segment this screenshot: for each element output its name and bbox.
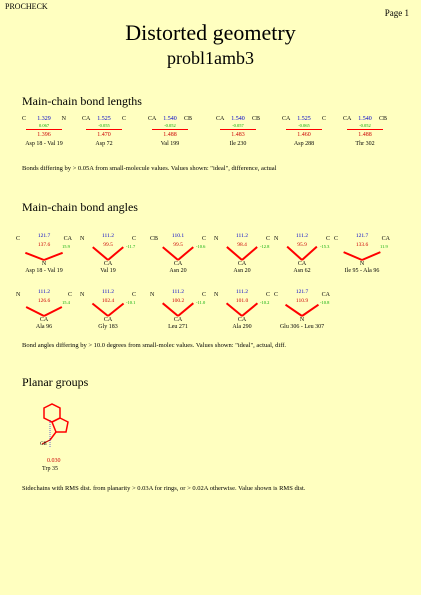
actual-value: 1.483 bbox=[231, 132, 245, 138]
atom-label: N bbox=[150, 292, 155, 298]
atom-label: N bbox=[214, 292, 219, 298]
atom-label: CA bbox=[103, 261, 113, 267]
residue-label: Asp 18 - Val 19 bbox=[25, 268, 63, 274]
actual-value: 137.6 bbox=[37, 242, 51, 248]
atom-label: N bbox=[61, 116, 66, 122]
bond-angle-item bbox=[82, 284, 134, 336]
atom-label: C bbox=[22, 116, 27, 122]
bond-line bbox=[152, 129, 188, 130]
atom-label: CA bbox=[321, 292, 330, 298]
residue-label: Gly 183 bbox=[98, 324, 118, 330]
actual-value: 102.4 bbox=[101, 298, 115, 304]
right-bond bbox=[178, 303, 193, 316]
actual-value: 133.6 bbox=[355, 242, 369, 248]
right-bond bbox=[302, 305, 318, 316]
left-bond bbox=[92, 303, 108, 316]
bond-length-item bbox=[280, 112, 328, 152]
page-title: Distorted geometry bbox=[125, 20, 296, 45]
residue-label: Val 19 bbox=[100, 268, 116, 274]
residue-label: Leu 271 bbox=[168, 324, 188, 330]
diff-value: 11.9 bbox=[380, 244, 388, 249]
right-bond bbox=[108, 303, 124, 316]
page-number: Page 1 bbox=[384, 8, 409, 18]
actual-value: 100.2 bbox=[171, 298, 185, 304]
bond-angle-item bbox=[276, 284, 328, 336]
bond-angles-note: Bond angles differing by > 10.0 degrees from small-molec values. Values shown: "ideal", actual, diff. bbox=[22, 342, 287, 349]
bond-angle-item bbox=[18, 284, 70, 336]
atom-label: C bbox=[131, 236, 136, 242]
residue-label: Ile 230 bbox=[229, 141, 247, 147]
bond-line bbox=[286, 129, 322, 130]
actual-value: 1.396 bbox=[37, 132, 51, 138]
atom-label: C bbox=[121, 116, 126, 122]
atom-label: N bbox=[274, 236, 279, 242]
diff-value: -10.2 bbox=[260, 300, 270, 305]
bond-angle-item bbox=[152, 284, 204, 336]
right-bond bbox=[178, 247, 193, 260]
atom-label: C bbox=[334, 236, 339, 242]
atom-label: CA bbox=[216, 116, 225, 122]
planar-groups-heading: Planar groups bbox=[22, 375, 89, 389]
atom-label: C bbox=[201, 292, 206, 298]
bond-angles-heading: Main-chain bond angles bbox=[22, 200, 138, 214]
ideal-value: 121.7 bbox=[355, 233, 369, 239]
diff-value: -0.057 bbox=[232, 123, 244, 128]
residue-label: Glu 306 - Leu 307 bbox=[279, 324, 325, 330]
atom-label: N bbox=[299, 317, 305, 323]
right-bond bbox=[242, 303, 257, 316]
diff-value: -15.3 bbox=[320, 244, 330, 249]
ideal-value: 1.329 bbox=[37, 116, 51, 122]
atom-label: CA bbox=[173, 261, 183, 267]
ideal-value: 111.2 bbox=[236, 233, 248, 239]
right-bond bbox=[362, 252, 380, 260]
residue-label: Asn 62 bbox=[293, 268, 311, 274]
left-bond bbox=[163, 303, 178, 316]
atom-label: C bbox=[67, 292, 72, 298]
residue-label: Asn 20 bbox=[233, 268, 251, 274]
residue-label: Thr 302 bbox=[355, 141, 375, 147]
page-subtitle: probl1amb3 bbox=[167, 48, 254, 68]
residue-label: Ala 96 bbox=[35, 324, 53, 330]
diff-value: 15.4 bbox=[62, 300, 70, 305]
actual-value: 126.6 bbox=[37, 298, 51, 304]
diff-value: 0.067 bbox=[38, 123, 50, 128]
atom-label: CB bbox=[40, 442, 47, 447]
actual-value: 99.5 bbox=[103, 242, 113, 248]
residue-label: Val 199 bbox=[160, 141, 180, 147]
atom-label: N bbox=[80, 236, 85, 242]
atom-label: CA bbox=[237, 317, 247, 323]
atom-label: CA bbox=[297, 261, 307, 267]
bond-length-item bbox=[341, 112, 389, 152]
residue-label: Asp 288 bbox=[293, 141, 315, 147]
actual-value: 110.9 bbox=[295, 298, 309, 304]
bond-angles-panel bbox=[0, 228, 421, 338]
residue-label: Asn 20 bbox=[169, 268, 187, 274]
ideal-value: 121.7 bbox=[37, 233, 51, 239]
diff-value: -0.052 bbox=[164, 123, 176, 128]
diff-value: -0.052 bbox=[359, 123, 371, 128]
residue-label: Ala 290 bbox=[232, 324, 252, 330]
atom-label: N bbox=[16, 292, 21, 298]
atom-label: CA bbox=[381, 236, 390, 242]
actual-value: 1.488 bbox=[163, 132, 177, 138]
residue-label: Asp 72 bbox=[95, 141, 113, 147]
atom-label: C bbox=[201, 236, 206, 242]
ideal-value: 121.7 bbox=[295, 289, 309, 295]
left-bond bbox=[25, 253, 44, 260]
actual-value: 95.9 bbox=[297, 242, 307, 248]
diff-value: -11.7 bbox=[126, 244, 136, 249]
atom-label: C bbox=[321, 116, 326, 122]
ideal-value: 111.2 bbox=[172, 289, 184, 295]
atom-label: C bbox=[265, 236, 270, 242]
left-bond bbox=[227, 247, 242, 260]
bond-angle-item bbox=[216, 228, 268, 280]
ideal-value: 111.2 bbox=[236, 289, 248, 295]
atom-label: C bbox=[131, 292, 136, 298]
diff-value: -10.8 bbox=[320, 300, 330, 305]
left-bond bbox=[286, 305, 302, 316]
planar-groups-note: Sidechains with RMS dist. from planarity > 0.03A for rings, or > 0.02A otherwise. Value shown is RMS dist. bbox=[22, 485, 306, 492]
atom-label: CB bbox=[183, 116, 192, 122]
program-name: PROCHECK bbox=[5, 2, 48, 11]
ideal-value: 1.525 bbox=[297, 116, 311, 122]
bond-angle-item bbox=[216, 284, 268, 336]
ideal-value: 1.540 bbox=[163, 116, 177, 122]
rms-value: 0.030 bbox=[47, 458, 61, 464]
right-bond bbox=[44, 307, 62, 316]
ideal-value: 111.2 bbox=[102, 233, 114, 239]
diff-value: -11.0 bbox=[196, 300, 206, 305]
bond-lengths-note: Bonds differing by > 0.05A from small-molecule values. Values shown: "ideal", difference, actual bbox=[22, 165, 277, 172]
ideal-value: 1.540 bbox=[231, 116, 245, 122]
bond-length-item bbox=[20, 112, 68, 152]
bond-angle-item bbox=[82, 228, 134, 280]
bond-lengths-heading: Main-chain bond lengths bbox=[22, 94, 142, 108]
right-bond bbox=[108, 247, 123, 260]
bond-angle-item bbox=[18, 228, 70, 280]
diff-value: -0.055 bbox=[98, 123, 110, 128]
diff-value: -10.6 bbox=[196, 244, 206, 249]
atom-label: N bbox=[359, 261, 365, 267]
diff-value: -10.1 bbox=[126, 300, 136, 305]
atom-label: CA bbox=[173, 317, 183, 323]
atom-label: CA bbox=[148, 116, 157, 122]
bond-length-item bbox=[146, 112, 194, 152]
left-bond bbox=[163, 247, 178, 260]
atom-label: CB bbox=[150, 236, 159, 242]
right-bond bbox=[302, 247, 317, 260]
left-bond bbox=[227, 303, 242, 316]
bond-lengths-panel bbox=[0, 112, 421, 152]
ideal-value: 111.2 bbox=[296, 233, 308, 239]
atom-label: N bbox=[80, 292, 85, 298]
atom-label: C bbox=[16, 236, 21, 242]
atom-label: CA bbox=[343, 116, 352, 122]
atom-label: CA bbox=[103, 317, 113, 323]
atom-label: CA bbox=[237, 261, 247, 267]
atom-label: CB bbox=[378, 116, 387, 122]
left-bond bbox=[26, 307, 44, 316]
atom-label: CA bbox=[282, 116, 291, 122]
bond-line bbox=[26, 129, 62, 130]
left-bond bbox=[344, 252, 362, 260]
actual-value: 98.4 bbox=[237, 242, 247, 248]
diff-value: 15.9 bbox=[62, 244, 70, 249]
planar-group-figure bbox=[30, 400, 80, 475]
bond-length-item bbox=[80, 112, 128, 152]
bond-line bbox=[220, 129, 256, 130]
ideal-value: 111.2 bbox=[102, 289, 114, 295]
actual-value: 1.470 bbox=[97, 132, 111, 138]
atom-label: N bbox=[214, 236, 219, 242]
diff-value: -12.8 bbox=[260, 244, 270, 249]
right-bond bbox=[44, 253, 63, 260]
residue-label: Trp 35 bbox=[42, 466, 58, 472]
atom-label: C bbox=[265, 292, 270, 298]
actual-value: 101.0 bbox=[235, 298, 249, 304]
atom-label: C bbox=[274, 292, 279, 298]
residue-label: Asp 18 - Val 19 bbox=[25, 141, 63, 147]
bond-line bbox=[86, 129, 122, 130]
right-bond bbox=[242, 247, 257, 260]
bond-angle-item bbox=[336, 228, 388, 280]
atom-label: CA bbox=[82, 116, 91, 122]
ideal-value: 111.2 bbox=[38, 289, 50, 295]
bond-line bbox=[347, 129, 383, 130]
residue-label: Ile 95 - Ala 96 bbox=[344, 268, 380, 274]
atom-label: C bbox=[325, 236, 330, 242]
ideal-value: 1.540 bbox=[358, 116, 372, 122]
actual-value: 99.5 bbox=[173, 242, 183, 248]
bond-angle-item bbox=[276, 228, 328, 280]
actual-value: 1.488 bbox=[358, 132, 372, 138]
atom-label: N bbox=[41, 261, 47, 267]
ideal-value: 1.525 bbox=[97, 116, 111, 122]
atom-label: CB bbox=[251, 116, 260, 122]
ideal-value: 110.1 bbox=[171, 233, 185, 239]
bond-length-item bbox=[214, 112, 262, 152]
actual-value: 1.460 bbox=[297, 132, 311, 138]
atom-label: CA bbox=[39, 317, 49, 323]
bond-angle-item bbox=[152, 228, 204, 280]
diff-value: -0.065 bbox=[298, 123, 310, 128]
left-bond bbox=[287, 247, 302, 260]
atom-label: CA bbox=[63, 236, 72, 242]
left-bond bbox=[93, 247, 108, 260]
